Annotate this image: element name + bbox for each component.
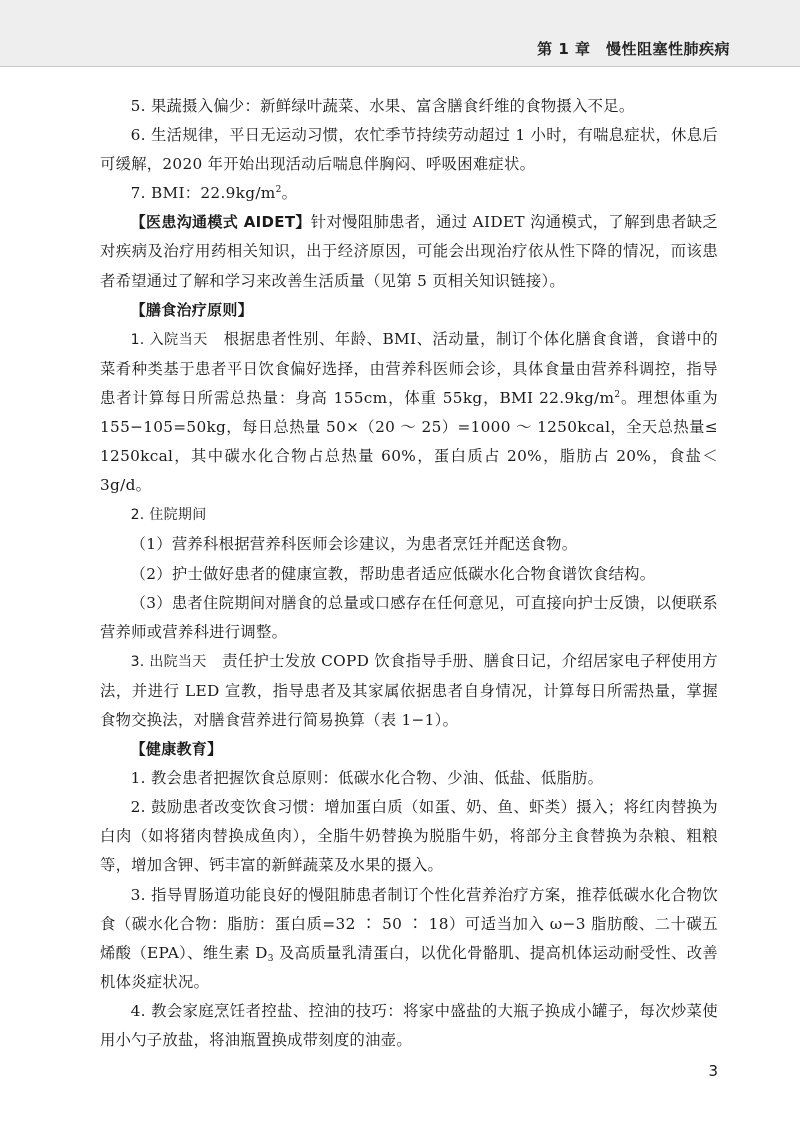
education-item-1: 1. 教会患者把握饮食总原则：低碳水化合物、少油、低盐、低脂肪。 bbox=[130, 769, 604, 788]
diet-discharge-day: 3. 出院当天 责任护士发放 COPD 饮食指导手册、膳食日记，介绍居家电子秤使用方法，并进行 LED 宣教，指导患者及其家属依据患者自身情况，计算每日所需热量，掌握食物交换法，对膳食营养进行简易换算（表 1−1）。 bbox=[100, 651, 718, 729]
diet-hospitalization-item-2: （2）护士做好患者的健康宣教，帮助患者适应低碳水化合物食谱饮食结构。 bbox=[130, 564, 656, 583]
aidet-paragraph: 【医患沟通模式 AIDET】针对慢阻肺患者，通过 AIDET 沟通模式，了解到患者缺乏对疾病及治疗用药相关知识，出于经济原因，可能会出现治疗依从性下降的情况，而该患者希望通过了解和学习来改善生活质量（见第 5 页相关知识链接）。 bbox=[100, 213, 718, 290]
page-number: 3 bbox=[708, 1062, 718, 1080]
paragraph-item-6: 6. 生活规律，平日无运动习惯，农忙季节持续劳动超过 1 小时，有喘息症状，休息后可缓解，2020 年开始出现活动后喘息伴胸闷、呼吸困难症状。 bbox=[100, 126, 718, 174]
page-body bbox=[100, 92, 718, 1055]
chapter-title: 第 1 章 慢性阻塞性肺疾病 bbox=[537, 40, 730, 58]
running-header bbox=[0, 0, 800, 67]
education-item-2: 2. 鼓励患者改变饮食习惯：增加蛋白质（如蛋、奶、鱼、虾类）摄入；将红肉替换为白肉（如将猪肉替换成鱼肉），全脂牛奶替换为脱脂牛奶，将部分主食替换为杂粮、粗粮等，增加含钾、钙丰富的新鲜蔬菜及水果的摄入。 bbox=[100, 798, 718, 875]
aidet-heading: 【医患沟通模式 AIDET】 bbox=[130, 213, 311, 232]
paragraph-item-5: 5. 果蔬摄入偏少：新鲜绿叶蔬菜、水果、富含膳食纤维的食物摄入不足。 bbox=[130, 97, 635, 115]
diet-discharge-label: 3. 出院当天 bbox=[130, 653, 207, 670]
education-item-3: 3. 指导胃肠道功能良好的慢阻肺患者制订个性化营养治疗方案，推荐低碳水化合物饮食（碳水化合物：脂肪：蛋白质=32 ∶ 50 ∶ 18）可适当加入 ω−3 脂肪酸、二十碳五烯酸（EPA）、维生素 $D_3$ 及高质量乳清蛋白，以优化骨骼肌、提高机体运动耐受性、改善机体炎症状况。 bbox=[100, 885, 718, 991]
education-item-4: 4. 教会家庭烹饪者控盐、控油的技巧：将家中盛盐的大瓶子换成小罐子，每次炒菜使用小勺子放盐，将油瓶置换成带刻度的油壶。 bbox=[100, 1001, 718, 1049]
diet-admission-day: 1. 入院当天 根据患者性别、年龄、BMI、活动量，制订个体化膳食食谱，食谱中的菜肴种类基于患者平日饮食偏好选择，由营养科医师会诊，具体食量由营养科调控，指导患者计算每日所需总热量：身高 155cm，体重 55kg，BMI $22.9kg/m^2$。理想体重为 155−105=50kg，每日总热量 50×（20 ～ 25）=1000 ～ 1250kcal，全天总热量≤ 1250kcal，其中碳水化合物占总热量 60%，蛋白质占 20%，脂肪占 20%，食盐＜ 3g/d。 bbox=[100, 329, 718, 495]
education-heading: 【健康教育】 bbox=[130, 740, 223, 759]
diet-heading: 【膳食治疗原则】 bbox=[130, 300, 253, 319]
diet-admission-label: 1. 入院当天 bbox=[130, 331, 208, 348]
paragraph-item-7-bmi: 7. BMI：$22.9kg/m^2$。 bbox=[130, 184, 298, 203]
diet-hospitalization-label: 2. 住院期间 bbox=[130, 507, 207, 524]
diet-hospitalization-item-1: （1）营养科根据营养科医师会诊建议，为患者烹饪并配送食物。 bbox=[130, 535, 578, 554]
diet-hospitalization-item-3: （3）患者住院期间对膳食的总量或口感存在任何意见，可直接向护士反馈，以便联系营养师或营养科进行调整。 bbox=[100, 593, 718, 641]
